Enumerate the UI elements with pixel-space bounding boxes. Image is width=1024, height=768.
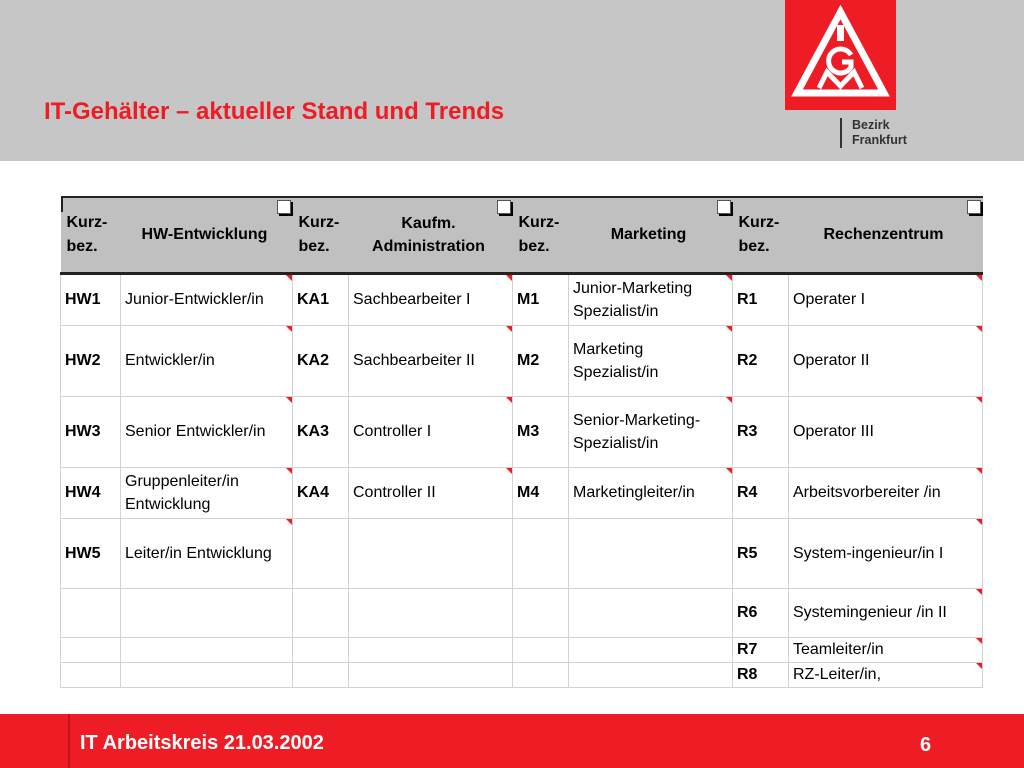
r-code-cell: R5 — [733, 518, 789, 588]
r-name-cell: Arbeitsvorbereiter /in — [789, 467, 983, 518]
header-divider — [61, 198, 63, 212]
column-header-kurz-ka: Kurz- bez. — [293, 197, 349, 273]
r-name-cell: Operator III — [789, 396, 983, 467]
r-code-cell: R7 — [733, 637, 789, 662]
hw-code-cell: HW4 — [61, 467, 121, 518]
page-number: 6 — [920, 734, 932, 756]
r-code-cell: R3 — [733, 396, 789, 467]
hw-code-cell — [61, 637, 121, 662]
m-code-cell: M2 — [513, 325, 569, 396]
table-row — [61, 518, 983, 588]
column-header-hw-entwicklung: HW-Entwicklung — [121, 197, 293, 273]
table-row — [61, 467, 983, 518]
m-code-cell: M4 — [513, 467, 569, 518]
r-name-cell: RZ-Leiter/in, — [789, 662, 983, 687]
m-code-cell: M1 — [513, 273, 569, 325]
ka-code-cell — [293, 662, 349, 687]
footer-divider — [68, 714, 70, 768]
filter-checkbox-icon[interactable] — [277, 200, 291, 214]
hw-code-cell: HW1 — [61, 273, 121, 325]
table-row — [61, 637, 983, 662]
column-header-rechenzentrum: Rechenzentrum — [789, 197, 983, 273]
ka-code-cell: KA3 — [293, 396, 349, 467]
ka-code-cell — [293, 588, 349, 637]
r-code-cell: R6 — [733, 588, 789, 637]
hw-code-cell — [61, 588, 121, 637]
slide-footer — [0, 714, 1024, 768]
r-name-cell: Systemingenieur /in II — [789, 588, 983, 637]
hw-name-cell: Senior Entwickler/in — [121, 396, 293, 467]
ka-code-cell: KA2 — [293, 325, 349, 396]
column-header-kurz-m: Kurz- bez. — [513, 197, 569, 273]
ka-name-cell: Sachbearbeiter I — [349, 273, 513, 325]
m-name-cell: Marketingleiter/in — [569, 467, 733, 518]
ka-code-cell: KA1 — [293, 273, 349, 325]
slide-title: IT-Gehälter – aktueller Stand und Trends — [44, 98, 505, 125]
column-header-marketing: Marketing — [569, 197, 733, 273]
column-header-kurz-r: Kurz- bez. — [733, 197, 789, 273]
hw-code-cell — [61, 662, 121, 687]
hw-name-cell: Leiter/in Entwicklung — [121, 518, 293, 588]
ka-code-cell — [293, 518, 349, 588]
hw-code-cell: HW3 — [61, 396, 121, 467]
m-name-cell: Marketing Spezialist/in — [569, 325, 733, 396]
region-label — [840, 118, 907, 148]
m-name-cell: Junior-Marketing Spezialist/in — [569, 273, 733, 325]
ka-code-cell: KA4 — [293, 467, 349, 518]
region-line-2: Frankfurt — [852, 133, 907, 147]
footer-text: IT Arbeitskreis 21.03.2002 — [80, 732, 324, 754]
r-code-cell: R2 — [733, 325, 789, 396]
table-row — [61, 325, 983, 396]
m-name-cell — [569, 662, 733, 687]
hw-code-cell: HW2 — [61, 325, 121, 396]
m-code-cell — [513, 637, 569, 662]
hw-name-cell — [121, 662, 293, 687]
m-code-cell — [513, 662, 569, 687]
table-row — [61, 396, 983, 467]
ka-name-cell: Controller I — [349, 396, 513, 467]
m-code-cell — [513, 588, 569, 637]
ka-name-cell — [349, 518, 513, 588]
slide-header — [0, 0, 1024, 161]
filter-checkbox-icon[interactable] — [717, 200, 731, 214]
salary-grade-table — [60, 196, 983, 688]
hw-name-cell — [121, 588, 293, 637]
m-name-cell — [569, 588, 733, 637]
table-header-row — [61, 197, 983, 273]
m-code-cell: M3 — [513, 396, 569, 467]
r-name-cell: Operater I — [789, 273, 983, 325]
column-header-kurz-hw: Kurz- bez. — [61, 197, 121, 273]
ig-metall-logo — [785, 0, 896, 110]
r-name-cell: Operator II — [789, 325, 983, 396]
filter-checkbox-icon[interactable] — [497, 200, 511, 214]
m-name-cell — [569, 518, 733, 588]
filter-checkbox-icon[interactable] — [967, 200, 981, 214]
m-code-cell — [513, 518, 569, 588]
m-name-cell — [569, 637, 733, 662]
ka-name-cell: Sachbearbeiter II — [349, 325, 513, 396]
column-header-kaufm-administration: Kaufm. Administration — [349, 197, 513, 273]
hw-name-cell: Junior-Entwickler/in — [121, 273, 293, 325]
m-name-cell: Senior-Marketing-Spezialist/in — [569, 396, 733, 467]
r-code-cell: R4 — [733, 467, 789, 518]
ka-name-cell — [349, 588, 513, 637]
region-line-1: Bezirk — [852, 118, 890, 132]
r-name-cell: System-ingenieur/in I — [789, 518, 983, 588]
table-row — [61, 273, 983, 325]
hw-name-cell: Gruppenleiter/in Entwicklung — [121, 467, 293, 518]
ka-code-cell — [293, 637, 349, 662]
r-code-cell: R1 — [733, 273, 789, 325]
r-code-cell: R8 — [733, 662, 789, 687]
hw-name-cell: Entwickler/in — [121, 325, 293, 396]
hw-name-cell — [121, 637, 293, 662]
ka-name-cell — [349, 637, 513, 662]
hw-code-cell: HW5 — [61, 518, 121, 588]
r-name-cell: Teamleiter/in — [789, 637, 983, 662]
ka-name-cell — [349, 662, 513, 687]
table-row — [61, 662, 983, 687]
ka-name-cell: Controller II — [349, 467, 513, 518]
table-row — [61, 588, 983, 637]
